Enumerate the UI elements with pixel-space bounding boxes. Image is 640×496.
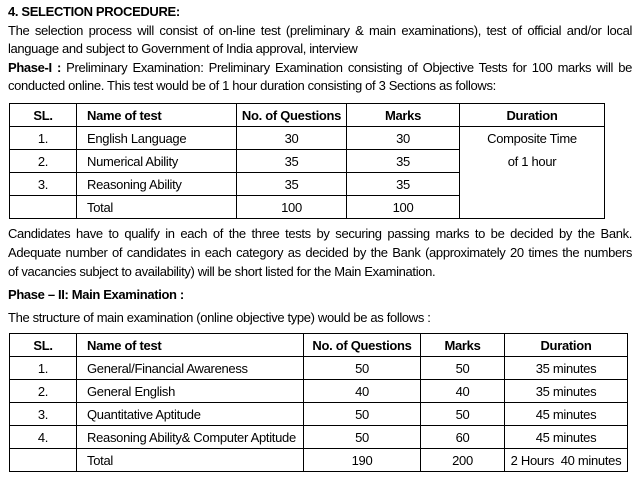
cell-total-marks: 100	[347, 196, 460, 219]
table-row	[10, 127, 605, 150]
cell-duration: 45 minutes	[505, 426, 628, 449]
cell-name: Reasoning Ability& Computer Aptitude	[77, 426, 304, 449]
table-header-row	[10, 334, 628, 357]
cell-total-label: Total	[77, 449, 304, 472]
cell-marks: 40	[421, 380, 505, 403]
table-row	[10, 380, 628, 403]
header-sl: SL.	[10, 104, 77, 127]
header-name: Name of test	[77, 334, 304, 357]
phase1-label: Phase-I :	[8, 60, 61, 75]
cell-questions: 50	[304, 426, 421, 449]
cell-marks: 30	[347, 127, 460, 150]
cell-questions: 35	[237, 150, 347, 173]
header-questions: No. of Questions	[304, 334, 421, 357]
cell-duration: 45 minutes	[505, 403, 628, 426]
cell-name: General/Financial Awareness	[77, 357, 304, 380]
table-row	[10, 357, 628, 380]
cell-sl: 1.	[10, 127, 77, 150]
cell-duration-line1: Composite Time	[460, 127, 605, 150]
preliminary-exam-table	[9, 103, 605, 219]
header-name: Name of test	[77, 104, 237, 127]
cell-total-questions: 190	[304, 449, 421, 472]
cell-questions: 35	[237, 173, 347, 196]
qualify-line-2: Adequate number of candidates in each category as decided by the Bank (approximately 20 times the numbers	[8, 245, 632, 260]
cell-name: English Language	[77, 127, 237, 150]
section-heading: 4. SELECTION PROCEDURE:	[8, 4, 180, 19]
cell-sl: 2.	[10, 150, 77, 173]
cell-questions: 40	[304, 380, 421, 403]
header-duration: Duration	[505, 334, 628, 357]
cell-questions: 50	[304, 403, 421, 426]
cell-sl: 1.	[10, 357, 77, 380]
table-total-row	[10, 449, 628, 472]
cell-questions: 50	[304, 357, 421, 380]
cell-duration: 35 minutes	[505, 357, 628, 380]
cell-sl: 3.	[10, 403, 77, 426]
cell-marks: 35	[347, 150, 460, 173]
cell-name: General English	[77, 380, 304, 403]
cell-total-marks: 200	[421, 449, 505, 472]
intro-line-1: The selection process will consist of on-line test (preliminary & main examinations), test of official and/or local	[8, 23, 632, 38]
cell-name: Reasoning Ability	[77, 173, 237, 196]
phase2-heading: Phase – II: Main Examination :	[8, 287, 184, 302]
phase1-line-1	[8, 60, 632, 76]
structure-line: The structure of main examination (online objective type) would be as follows :	[8, 310, 431, 325]
table-row	[10, 403, 628, 426]
cell-questions: 30	[237, 127, 347, 150]
table-row	[10, 426, 628, 449]
header-marks: Marks	[421, 334, 505, 357]
table-total-row	[10, 196, 605, 219]
header-sl: SL.	[10, 334, 77, 357]
cell-sl	[10, 196, 77, 219]
table-row	[10, 173, 605, 196]
cell-sl: 3.	[10, 173, 77, 196]
cell-duration: 35 minutes	[505, 380, 628, 403]
phase1-line-2: conducted online. This test would be of 1 hour duration consisting of 3 Sections as follows:	[8, 78, 496, 93]
cell-sl: 2.	[10, 380, 77, 403]
phase1-text: Preliminary Examination: Preliminary Examination consisting of Objective Tests for 100 marks will be	[60, 60, 632, 75]
qualify-line-1: Candidates have to qualify in each of the three tests by securing passing marks to be decided by the Bank.	[8, 226, 632, 241]
cell-name: Numerical Ability	[77, 150, 237, 173]
cell-marks: 60	[421, 426, 505, 449]
cell-total-duration: 2 Hours 40 minutes	[505, 449, 628, 472]
cell-sl	[10, 449, 77, 472]
table-row	[10, 150, 605, 173]
header-questions: No. of Questions	[237, 104, 347, 127]
main-exam-table	[9, 333, 628, 472]
cell-marks: 35	[347, 173, 460, 196]
cell-name: Quantitative Aptitude	[77, 403, 304, 426]
intro-line-2: language and subject to Government of India approval, interview	[8, 41, 358, 56]
cell-duration-empty	[460, 196, 605, 219]
cell-sl: 4.	[10, 426, 77, 449]
cell-duration-empty	[460, 173, 605, 196]
cell-marks: 50	[421, 403, 505, 426]
table-header-row	[10, 104, 605, 127]
cell-total-label: Total	[77, 196, 237, 219]
qualify-line-3: of vacancies subject to availability) will be short listed for the Main Examination.	[8, 264, 436, 279]
cell-duration-line2: of 1 hour	[460, 150, 605, 173]
cell-total-questions: 100	[237, 196, 347, 219]
header-marks: Marks	[347, 104, 460, 127]
cell-marks: 50	[421, 357, 505, 380]
header-duration: Duration	[460, 104, 605, 127]
